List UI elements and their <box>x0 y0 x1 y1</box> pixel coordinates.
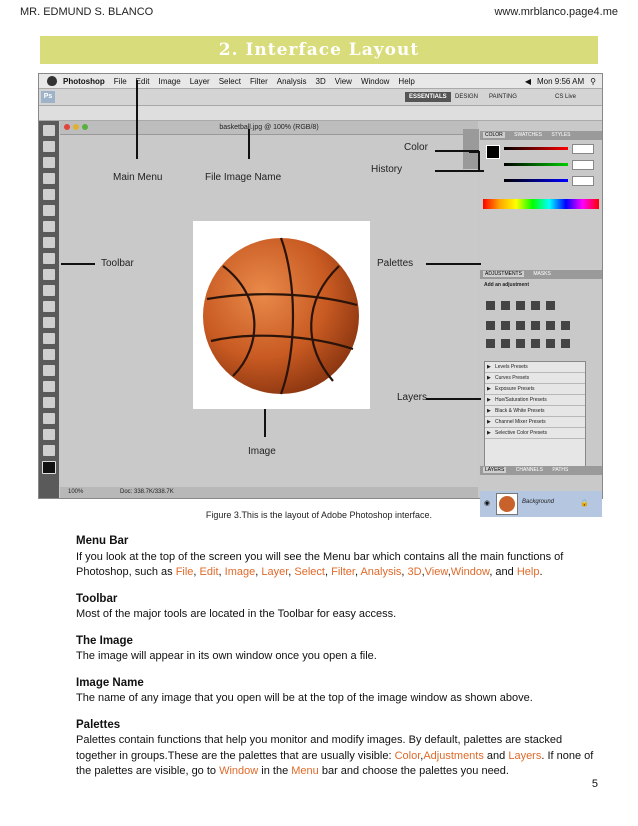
green-value <box>572 160 594 170</box>
section-heading: Image Name <box>76 676 144 689</box>
healing-tool-icon <box>43 221 55 232</box>
menu-item-analysis: Analysis <box>276 76 307 86</box>
section-text: Most of the major tools are located in the Toolbar for easy access. <box>76 608 397 620</box>
tab-swatches: SWATCHES <box>514 132 542 138</box>
preset-item: ▶ Selective Color Presets <box>485 428 585 439</box>
tab-layers: LAYERS <box>485 467 505 473</box>
section-image <box>76 634 601 665</box>
preset-item: ▶ Hue/Saturation Presets <box>485 395 585 406</box>
preset-item: ▶ Channel Mixer Presets <box>485 417 585 428</box>
section-text: If you look at the top of the screen you will see the Menu bar which contains all the main functions of Photoshop, such as File, Edit, Image, Layer, Select, Filter, Analysis, 3D,View,Window, and Help. <box>76 550 564 578</box>
tab-color: COLOR <box>485 132 503 138</box>
menu-item-layer: Layer <box>189 76 210 86</box>
close-icon <box>64 124 70 130</box>
status-doc-size: Doc: 338.7K/338.7K <box>120 489 174 495</box>
page-body <box>76 534 601 791</box>
callout-history: History <box>371 164 403 175</box>
minimize-icon <box>73 124 79 130</box>
callout-color: Color <box>404 142 428 153</box>
tab-adjustments: ADJUSTMENTS <box>485 271 522 277</box>
type-tool-icon <box>43 365 55 376</box>
shape-tool-icon <box>43 397 55 408</box>
path-select-tool-icon <box>43 381 55 392</box>
crop-tool-icon <box>43 189 55 200</box>
document-title-bar <box>60 121 478 135</box>
image-canvas <box>193 221 370 409</box>
adjustment-presets-list <box>484 361 586 473</box>
workspace-essentials: ESSENTIALS <box>405 92 451 102</box>
figure-caption: Figure 3.This is the layout of Adobe Photoshop interface. <box>205 510 433 520</box>
menu-item-3d: 3D <box>315 76 326 86</box>
collapsed-panels <box>463 129 479 169</box>
menu-item-photoshop: Photoshop <box>63 76 105 86</box>
menu-item-view: View <box>334 76 352 86</box>
header-author: MR. EDMUND S. BLANCO <box>20 6 154 18</box>
eraser-tool-icon <box>43 285 55 296</box>
callout-layers: Layers <box>397 392 428 403</box>
preset-item: ▶ Exposure Presets <box>485 384 585 395</box>
menu-item-edit: Edit <box>135 76 150 86</box>
gradient-tool-icon <box>43 301 55 312</box>
volume-icon: ◀ <box>524 76 531 86</box>
ps-logo-icon: Ps <box>41 91 55 103</box>
section-image-name <box>76 676 601 707</box>
section-toolbar <box>76 592 601 623</box>
menu-item-image: Image <box>158 76 181 86</box>
section-menu-bar <box>76 534 601 581</box>
adjustment-icons-row3 <box>486 339 570 348</box>
preset-item: ▶ Black & White Presets <box>485 406 585 417</box>
section-text: Palettes contain functions that help you monitor and modify images. By default, palettes are stacked together in groups.These are the palettes that are usually visible: Color,Adjustments and Layers. If none of the palettes are visible, go to Window in the Menu bar and choose the palettes you need. <box>76 734 594 777</box>
cs-live: CS Live <box>555 94 577 100</box>
layers-panel-tabs <box>480 466 602 475</box>
history-brush-tool-icon <box>43 269 55 280</box>
adjustment-icons-row1 <box>486 301 555 310</box>
apple-icon <box>47 76 57 86</box>
header-website: www.mrblanco.page4.me <box>494 6 618 18</box>
add-adjustment-label: Add an adjustment <box>484 282 530 288</box>
document-title: basketball.jpg @ 100% (RGB/8) <box>219 124 319 131</box>
blue-slider <box>504 179 568 182</box>
photoshop-screenshot <box>38 73 603 507</box>
layer-name: Background <box>522 499 555 505</box>
adjustment-icons-row2 <box>486 321 570 330</box>
move-tool-icon <box>43 125 55 136</box>
color-swatch-icon <box>42 461 56 474</box>
zoom-tool-icon <box>43 445 55 456</box>
section-heading: Menu Bar <box>76 535 129 547</box>
adjustments-panel-tabs <box>480 270 602 279</box>
zoom-icon <box>82 124 88 130</box>
title-banner <box>40 36 598 64</box>
preset-item: ▶ Levels Presets <box>485 362 585 373</box>
tab-masks: MASKS <box>533 271 551 277</box>
blur-tool-icon <box>43 317 55 328</box>
blue-value <box>572 176 594 186</box>
panel-dock <box>480 121 602 507</box>
mac-menu-bar <box>39 74 602 89</box>
workspace-painting: PAINTING <box>489 94 517 100</box>
eye-icon: ◉ <box>484 500 491 507</box>
marquee-tool-icon <box>43 141 55 152</box>
3d-tool-icon <box>43 413 55 424</box>
page-title: 2. Interface Layout <box>218 40 420 60</box>
section-heading: The Image <box>76 634 133 647</box>
callout-image: Image <box>248 446 276 457</box>
section-text: The image will appear in its own window once you open a file. <box>76 650 377 662</box>
clock: Mon 9:56 AM <box>537 76 585 86</box>
lock-icon: 🔒 <box>580 500 589 507</box>
red-slider <box>504 147 568 150</box>
brush-tool-icon <box>43 237 55 248</box>
hand-tool-icon <box>43 429 55 440</box>
callout-toolbar: Toolbar <box>101 258 134 269</box>
pen-tool-icon <box>43 349 55 360</box>
callout-file-image-name: File Image Name <box>205 172 282 183</box>
dodge-tool-icon <box>43 333 55 344</box>
callout-palettes: Palettes <box>377 258 414 269</box>
tab-paths: PATHS <box>552 467 569 473</box>
basketball-image <box>193 221 370 409</box>
section-text: The name of any image that you open will be at the top of the image window as shown above. <box>76 692 533 704</box>
section-heading: Toolbar <box>76 592 118 605</box>
status-bar <box>60 487 478 498</box>
menu-item-window: Window <box>360 76 390 86</box>
callout-main-menu: Main Menu <box>113 172 163 183</box>
workspace-design: DESIGN <box>455 94 479 100</box>
application-bar <box>39 89 602 106</box>
menu-item-file: File <box>113 76 127 86</box>
foreground-swatch <box>486 145 500 159</box>
tab-styles: STYLES <box>551 132 571 138</box>
color-spectrum <box>483 199 599 209</box>
lasso-tool-icon <box>43 157 55 168</box>
quick-select-tool-icon <box>43 173 55 184</box>
stamp-tool-icon <box>43 253 55 264</box>
menu-item-filter: Filter <box>249 76 268 86</box>
menu-item-select: Select <box>218 76 241 86</box>
options-bar <box>39 106 602 121</box>
spotlight-icon: ⚲ <box>590 76 596 86</box>
tools-panel <box>39 121 59 498</box>
preset-item: ▶ Curves Presets <box>485 373 585 384</box>
page-number: 5 <box>591 778 598 790</box>
section-heading: Palettes <box>76 718 121 731</box>
menu-item-help: Help <box>398 76 415 86</box>
status-zoom: 100% <box>68 489 84 495</box>
eyedropper-tool-icon <box>43 205 55 216</box>
window-controls <box>64 124 88 130</box>
section-palettes <box>76 718 601 780</box>
red-value <box>572 144 594 154</box>
tab-channels: CHANNELS <box>515 467 543 473</box>
color-panel-tabs <box>480 131 602 140</box>
green-slider <box>504 163 568 166</box>
